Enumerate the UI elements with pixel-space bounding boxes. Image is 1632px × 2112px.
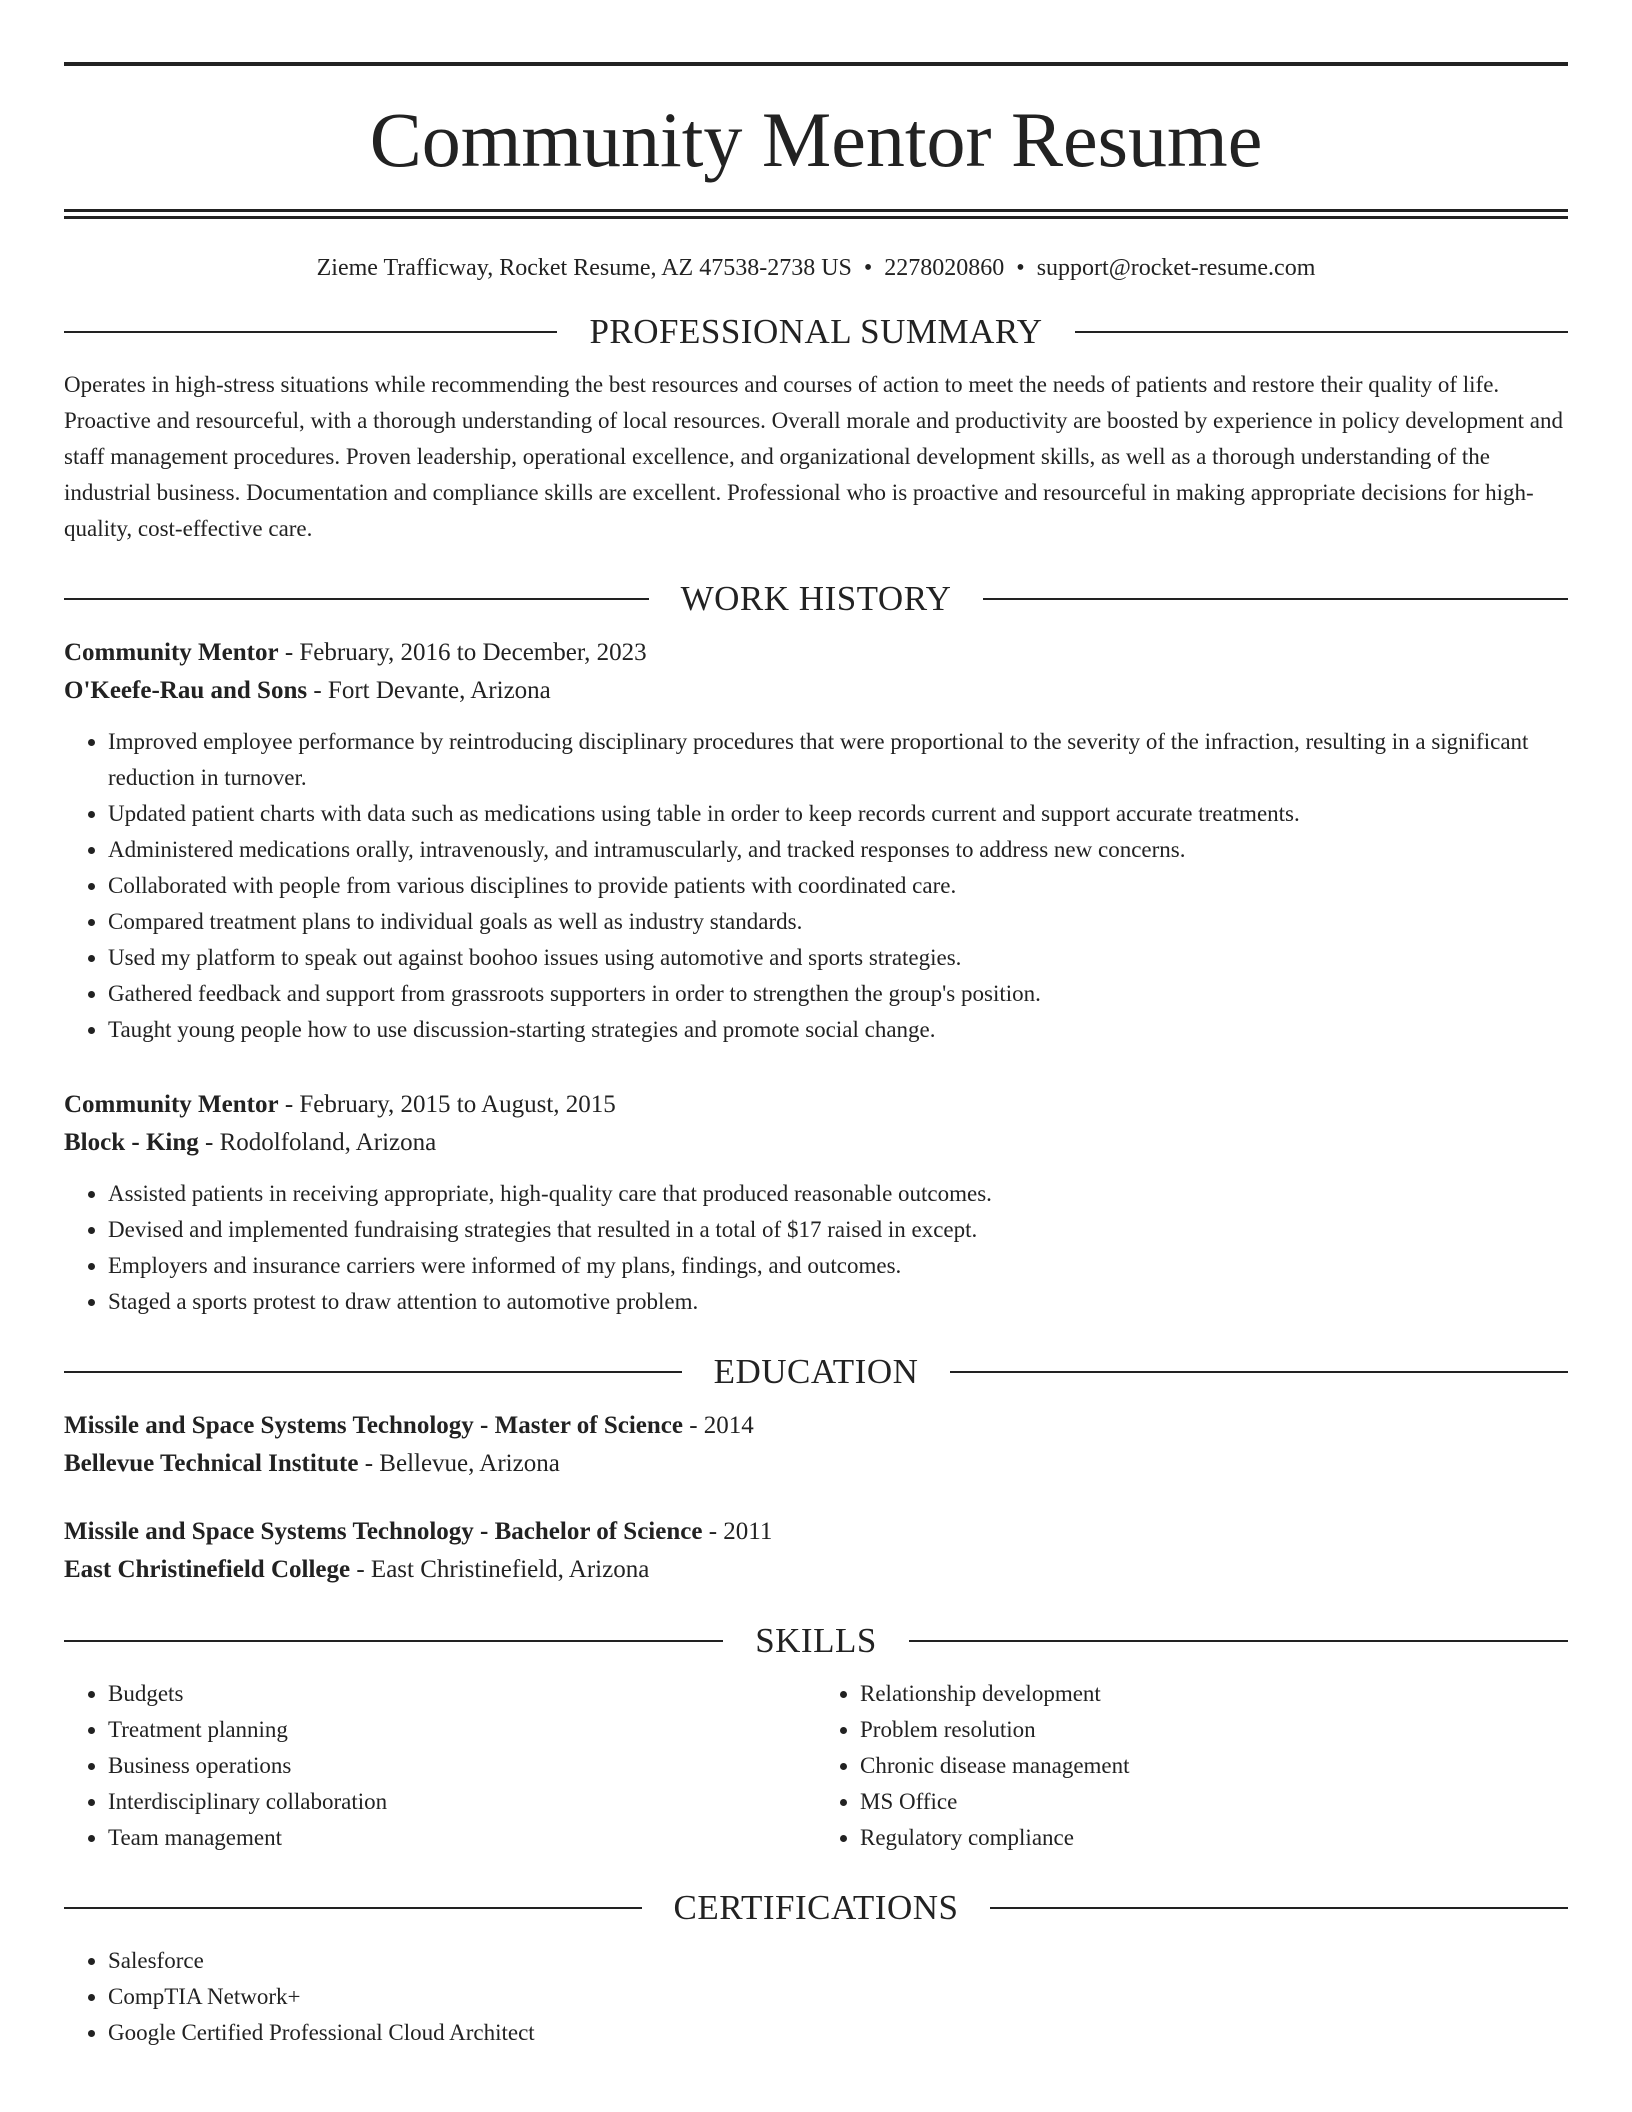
contact-phone: 2278020860 xyxy=(884,255,1005,281)
job-title: Community Mentor xyxy=(64,639,279,666)
heading-rule xyxy=(64,331,557,333)
job-bullet: • Staged a sports protest to draw attention to automotive problem. xyxy=(108,1284,1568,1320)
job-bullets xyxy=(64,1176,1568,1320)
title-double-rule xyxy=(64,209,1568,219)
job-location: - Rodolfoland, Arizona xyxy=(198,1129,437,1156)
skill-item: • Relationship development xyxy=(860,1676,1568,1712)
heading-rule xyxy=(990,1907,1568,1909)
section-heading-education xyxy=(64,1354,1568,1389)
education-entry xyxy=(64,1513,1568,1589)
heading-rule xyxy=(1075,331,1568,333)
heading-rule xyxy=(983,598,1568,600)
certification-item: • CompTIA Network+ xyxy=(108,1979,1568,2015)
job-bullet: • Compared treatment plans to individual goals as well as industry standards. xyxy=(108,904,1568,940)
contact-email: support@rocket-resume.com xyxy=(1036,255,1316,281)
education-degree: Missile and Space Systems Technology - Bachelor of Science xyxy=(64,1518,703,1545)
skill-item: • Treatment planning xyxy=(108,1712,816,1748)
education-school-line xyxy=(64,1445,1568,1483)
contact-line xyxy=(64,256,1568,280)
education-entry xyxy=(64,1407,1568,1483)
job-company-line xyxy=(64,1124,1568,1162)
contact-address: Zieme Trafficway, Rocket Resume, AZ 47538-2738 US xyxy=(316,255,852,281)
job-title-line xyxy=(64,1086,1568,1124)
skills-columns xyxy=(64,1676,1568,1856)
job-bullet: • Administered medications orally, intravenously, and intramuscularly, and tracked responses to address new concerns. xyxy=(108,832,1568,868)
skill-item: • Team management xyxy=(108,1820,816,1856)
skill-item: • Regulatory compliance xyxy=(860,1820,1568,1856)
heading-rule xyxy=(909,1640,1568,1642)
contact-separator: • xyxy=(863,255,873,281)
summary-text: Operates in high-stress situations while recommending the best resources and courses of action to meet the needs of patients and restore their quality of life. Proactive and resourceful, with a thorough understanding of local resources. Overall morale and productivity are boosted by experience in policy development and staff management procedures. Proven leadership, operational excellence, and organizational development skills, as well as a thorough understanding of the industrial business. Documentation and compliance skills are excellent. Professional who is proactive and resourceful in making appropriate decisions for high-quality, cost-effective care. xyxy=(64,372,1563,541)
heading-rule xyxy=(950,1371,1568,1373)
education-school: Bellevue Technical Institute xyxy=(64,1450,359,1477)
work-heading: WORK HISTORY xyxy=(680,579,952,618)
skill-item: • MS Office xyxy=(860,1784,1568,1820)
heading-rule xyxy=(64,1371,682,1373)
job-company: Block - King xyxy=(64,1129,199,1156)
section-heading-summary xyxy=(64,314,1568,349)
job-bullet: • Collaborated with people from various disciplines to provide patients with coordinated care. xyxy=(108,868,1568,904)
education-school-line xyxy=(64,1551,1568,1589)
section-heading-certifications xyxy=(64,1890,1568,1925)
job-bullet: • Gathered feedback and support from grassroots supporters in order to strengthen the group's position. xyxy=(108,976,1568,1012)
heading-rule xyxy=(64,598,649,600)
job-bullet: • Employers and insurance carriers were informed of my plans, findings, and outcomes. xyxy=(108,1248,1568,1284)
certification-item: • Google Certified Professional Cloud Architect xyxy=(108,2015,1568,2051)
heading-rule xyxy=(64,1907,642,1909)
education-location: - Bellevue, Arizona xyxy=(358,1450,560,1477)
job-bullet: • Updated patient charts with data such as medications using table in order to keep records current and support accurate treatments. xyxy=(108,796,1568,832)
education-year: - 2014 xyxy=(682,1412,754,1439)
job-dates: - February, 2015 to August, 2015 xyxy=(278,1091,616,1118)
education-school: East Christinefield College xyxy=(64,1556,351,1583)
education-location: - East Christinefield, Arizona xyxy=(350,1556,650,1583)
education-degree-line xyxy=(64,1513,1568,1551)
education-degree: Missile and Space Systems Technology - Master of Science xyxy=(64,1412,683,1439)
summary-heading: PROFESSIONAL SUMMARY xyxy=(589,312,1043,351)
job-bullet: • Devised and implemented fundraising strategies that resulted in a total of $17 raised in except. xyxy=(108,1212,1568,1248)
certifications-heading: CERTIFICATIONS xyxy=(673,1888,959,1927)
job-title-line xyxy=(64,634,1568,672)
education-heading: EDUCATION xyxy=(713,1352,919,1391)
skill-item: • Chronic disease management xyxy=(860,1748,1568,1784)
skill-item: • Budgets xyxy=(108,1676,816,1712)
job-company: O'Keefe-Rau and Sons xyxy=(64,677,308,704)
education-year: - 2011 xyxy=(702,1518,773,1545)
skill-item: • Business operations xyxy=(108,1748,816,1784)
skills-heading: SKILLS xyxy=(755,1621,877,1660)
job-entry xyxy=(64,1086,1568,1320)
education-degree-line xyxy=(64,1407,1568,1445)
certification-item: • Salesforce xyxy=(108,1943,1568,1979)
job-title: Community Mentor xyxy=(64,1091,279,1118)
certifications-list xyxy=(64,1943,1568,2051)
job-bullet: • Taught young people how to use discussion-starting strategies and promote social change. xyxy=(108,1012,1568,1048)
job-location: - Fort Devante, Arizona xyxy=(307,677,551,704)
job-bullet: • Used my platform to speak out against boohoo issues using automotive and sports strategies. xyxy=(108,940,1568,976)
skills-list-left xyxy=(64,1676,816,1856)
section-heading-skills xyxy=(64,1623,1568,1658)
job-bullets xyxy=(64,724,1568,1048)
heading-rule xyxy=(64,1640,723,1642)
job-entry xyxy=(64,634,1568,1048)
job-bullet: • Assisted patients in receiving appropriate, high-quality care that produced reasonable outcomes. xyxy=(108,1176,1568,1212)
top-rule xyxy=(64,62,1568,66)
skill-item: • Problem resolution xyxy=(860,1712,1568,1748)
skill-item: • Interdisciplinary collaboration xyxy=(108,1784,816,1820)
contact-separator: • xyxy=(1016,255,1025,281)
section-heading-work xyxy=(64,581,1568,616)
job-bullet: • Improved employee performance by reintroducing disciplinary procedures that were proportional to the severity of the infraction, resulting in a significant reduction in turnover. xyxy=(108,724,1568,796)
job-dates: - February, 2016 to December, 2023 xyxy=(278,639,647,666)
skills-list-right xyxy=(816,1676,1568,1856)
job-company-line xyxy=(64,672,1568,710)
resume-title: Community Mentor Resume xyxy=(369,96,1263,183)
